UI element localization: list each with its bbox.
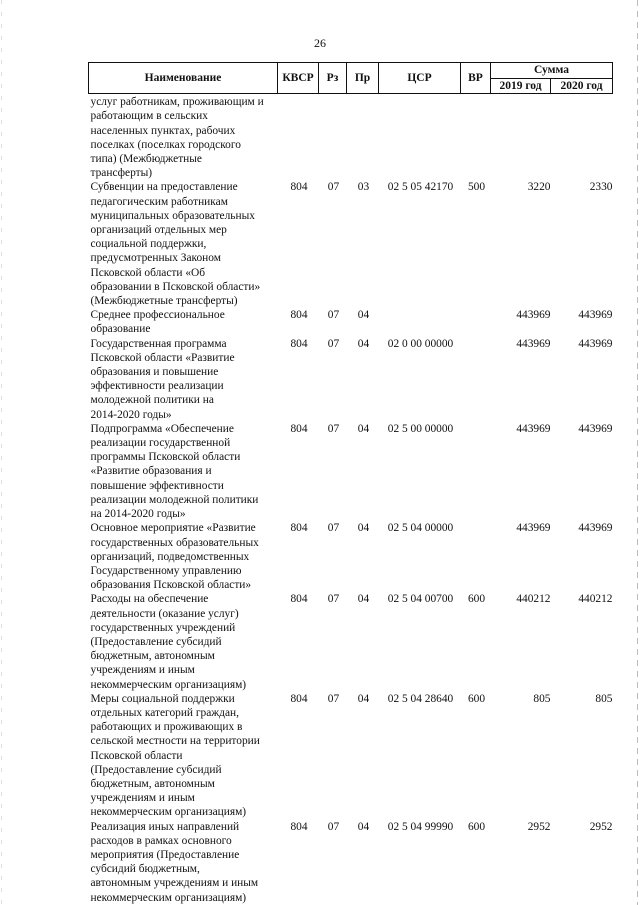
cell-name-line: учреждениям и иным [90, 664, 195, 677]
cell-name-line: организаций, подведомственных [90, 550, 250, 563]
cell-name-line: бюджетным, автономным [90, 777, 215, 790]
cell-vr: 600 [467, 692, 486, 705]
cell-vr [461, 422, 491, 521]
cell-name [89, 820, 278, 905]
cell-kvsr: 804 [290, 181, 308, 194]
cell-2020: 2952 [589, 820, 613, 833]
cell-name-line: бюджетным, автономным [90, 650, 215, 663]
cell-name-line: государственных образовательных [90, 536, 259, 549]
cell-rz: 07 [327, 522, 340, 535]
cell-name-line: (Межбюджетные трансферты) [90, 295, 238, 308]
page-number: 26 [314, 36, 326, 50]
cell-name-line: Меры социальной поддержки [90, 692, 235, 705]
cell-name-line: Среднее профессиональное [90, 309, 225, 322]
cell-name-line: учреждениям и иным [90, 792, 195, 805]
cell-rz: 07 [327, 593, 340, 606]
cell-csr: 02 5 04 28640 [387, 692, 454, 705]
cell-name-line: социальной поддержки, [90, 238, 207, 251]
cell-name [89, 692, 278, 820]
cell-pr: 04 [357, 593, 370, 606]
table-body [89, 94, 613, 905]
cell-pr: 04 [357, 692, 370, 705]
cell-name-line: (Предоставление субсидий [90, 635, 222, 648]
cell-kvsr: 804 [290, 422, 308, 435]
cell-name-line: образовании в Псковской области» [90, 280, 261, 293]
cell-name-line: работающим в сельских [90, 110, 208, 123]
cell-pr: 04 [357, 309, 370, 322]
cell-2019: 3220 [527, 181, 551, 194]
cell-pr: 03 [357, 181, 370, 194]
cell-2020 [551, 94, 613, 181]
cell-2019: 443969 [516, 522, 551, 535]
cell-rz: 07 [327, 422, 340, 435]
cell-2020: 443969 [578, 522, 613, 535]
cell-2020: 443969 [578, 337, 613, 350]
header-year-2019: 2019 год [491, 79, 551, 94]
cell-vr: 600 [467, 820, 486, 833]
cell-name [89, 94, 278, 181]
cell-name-line: Субвенции на предоставление [90, 181, 238, 194]
cell-name-line: трансферты) [90, 167, 153, 180]
table-row [89, 521, 613, 592]
cell-rz: 07 [327, 692, 340, 705]
cell-name-line: педагогическим работникам [90, 195, 228, 208]
cell-name-line: реализации государственной [90, 437, 231, 450]
cell-vr [461, 94, 491, 181]
cell-2019: 2952 [527, 820, 551, 833]
cell-csr: 02 5 04 00000 [387, 522, 454, 535]
cell-name-line: программы Псковской области [90, 451, 241, 464]
cell-name-line: 2014-2020 годы» [90, 408, 172, 421]
cell-csr: 02 5 04 99990 [387, 820, 454, 833]
cell-csr: 02 0 00 00000 [387, 337, 454, 350]
cell-name-line: реализации молодежной политики [90, 493, 259, 506]
cell-name-line: государственных учреждений [90, 621, 236, 634]
cell-name-line: Государственному управлению [90, 564, 242, 577]
cell-csr [379, 308, 461, 336]
cell-name-line: образования и повышение [90, 366, 219, 379]
cell-2020: 440212 [578, 593, 613, 606]
header-sum: Сумма [491, 63, 613, 79]
cell-name-line: молодежной политики на [90, 394, 214, 407]
cell-2019: 443969 [516, 422, 551, 435]
cell-name-line: Реализация иных направлений [90, 820, 240, 833]
cell-vr: 600 [467, 593, 486, 606]
table-row [89, 337, 613, 422]
cell-name [89, 521, 278, 592]
cell-name-line: некоммерческим организациям) [90, 891, 247, 904]
cell-name-line: работающих и проживающих в [90, 721, 243, 734]
cell-name-line: эффективности реализации [90, 380, 224, 393]
cell-name-line: некоммерческим организациям) [90, 806, 247, 819]
cell-2019: 443969 [516, 337, 551, 350]
table-row [89, 308, 613, 336]
cell-vr [461, 337, 491, 422]
cell-name-line: (Предоставление субсидий [90, 763, 222, 776]
cell-csr: 02 5 04 00700 [387, 593, 454, 606]
cell-name-line: на 2014-2020 годы» [90, 508, 186, 521]
table-row [89, 180, 613, 308]
cell-2019: 440212 [516, 593, 551, 606]
header-name: Наименование [89, 63, 278, 94]
cell-name-line: муниципальных образовательных [90, 209, 255, 222]
cell-name-line: Псковской области «Об [90, 266, 206, 279]
cell-name-line: Псковской области «Развитие [90, 351, 235, 364]
cell-name-line: деятельности (оказание услуг) [90, 607, 239, 620]
header-kvsr: КВСР [278, 63, 319, 94]
cell-name [89, 180, 278, 308]
cell-name-line: «Развитие образования и [90, 465, 212, 478]
cell-name [89, 592, 278, 691]
table-row [89, 820, 613, 905]
header-year-2020: 2020 год [551, 79, 613, 94]
cell-name-line: образования Псковской области» [90, 579, 252, 592]
cell-name-line: субсидий бюджетным, [90, 863, 200, 876]
cell-pr: 04 [357, 522, 370, 535]
header-rz: Рз [319, 63, 347, 94]
budget-table [88, 62, 613, 905]
cell-rz: 07 [327, 337, 340, 350]
cell-2020: 443969 [578, 309, 613, 322]
cell-csr: 02 5 00 00000 [387, 422, 454, 435]
cell-name-line: Основное мероприятие «Развитие [90, 522, 256, 535]
cell-kvsr: 804 [290, 337, 308, 350]
table-row [89, 422, 613, 521]
cell-kvsr [278, 94, 319, 181]
cell-kvsr: 804 [290, 820, 308, 833]
cell-csr: 02 5 05 42170 [387, 181, 454, 194]
cell-pr: 04 [357, 337, 370, 350]
table-row [89, 692, 613, 820]
header-pr: Пр [347, 63, 379, 94]
cell-rz: 07 [327, 181, 340, 194]
cell-kvsr: 804 [290, 593, 308, 606]
cell-2020: 805 [595, 692, 613, 705]
cell-vr [461, 308, 491, 336]
cell-2020: 2330 [589, 181, 613, 194]
cell-name [89, 422, 278, 521]
cell-pr: 04 [357, 422, 370, 435]
cell-2019: 443969 [516, 309, 551, 322]
cell-rz: 07 [327, 820, 340, 833]
cell-name-line: расходов в рамках основного [90, 834, 232, 847]
cell-rz [319, 94, 347, 181]
cell-name-line: отдельных категорий граждан, [90, 706, 239, 719]
cell-2019: 805 [533, 692, 551, 705]
cell-name-line: поселках (поселках городского [90, 138, 241, 151]
cell-name-line: Государственная программа [90, 337, 227, 350]
header-vr: ВР [461, 63, 491, 94]
cell-rz: 07 [327, 309, 340, 322]
cell-name-line: организаций отдельных мер [90, 224, 227, 237]
cell-name-line: образование [90, 323, 151, 336]
cell-name-line: сельской местности на территории [90, 735, 260, 748]
cell-vr: 500 [467, 181, 486, 194]
cell-name-line: Подпрограмма «Обеспечение [90, 422, 234, 435]
cell-name-line: повышение эффективности [90, 479, 224, 492]
cell-name-line: мероприятия (Предоставление [90, 848, 240, 861]
table-header [89, 63, 613, 94]
cell-kvsr: 804 [290, 522, 308, 535]
cell-name-line: населенных пунктах, рабочих [90, 124, 236, 137]
cell-name-line: типа) (Межбюджетные [90, 153, 202, 166]
cell-kvsr: 804 [290, 309, 308, 322]
cell-2019 [491, 94, 551, 181]
cell-name-line: некоммерческим организациям) [90, 678, 247, 691]
cell-name-line: автономным учреждениям и иным [90, 877, 259, 890]
cell-name-line: Расходы на обеспечение [90, 593, 209, 606]
cell-pr [347, 94, 379, 181]
cell-vr [461, 521, 491, 592]
table-row [89, 592, 613, 691]
cell-csr [379, 94, 461, 181]
table-row [89, 94, 613, 181]
scan-edge-left [1, 0, 2, 905]
cell-pr: 04 [357, 820, 370, 833]
cell-name [89, 337, 278, 422]
cell-name [89, 308, 278, 336]
cell-kvsr: 804 [290, 692, 308, 705]
header-csr: ЦСР [379, 63, 461, 94]
cell-name-line: услуг работникам, проживающим и [90, 96, 264, 109]
scan-edge-right [637, 0, 638, 905]
cell-2020: 443969 [578, 422, 613, 435]
cell-name-line: Псковской области [90, 749, 183, 762]
cell-name-line: предусмотренных Законом [90, 252, 221, 265]
